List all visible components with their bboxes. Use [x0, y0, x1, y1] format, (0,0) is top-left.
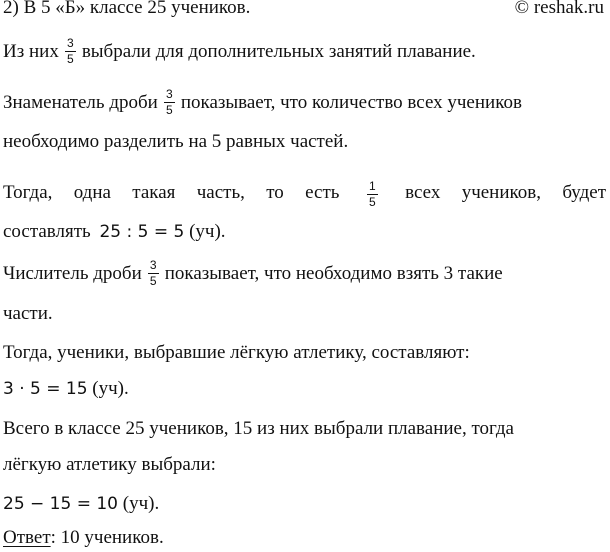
line-5: составлять 25 : 5 = 5 (уч). — [3, 221, 226, 242]
line-8: Тогда, ученики, выбравшие лёгкую атлетику, составляют: — [3, 342, 470, 363]
line-9: 3 · 5 = 15 (уч). — [3, 378, 129, 399]
fraction-3-5: $\frac{3}{5}$ — [148, 259, 159, 288]
line-1: Из них $\frac{3}{5}$ выбрали для дополнительных занятий плавание. — [3, 36, 476, 66]
fraction-3-5: $\frac{3}{5}$ — [65, 37, 76, 66]
line-10: Всего в классе 25 учеников, 15 из них выбрали плавание, тогда — [3, 418, 514, 439]
line-7: части. — [3, 303, 53, 324]
line-6: Числитель дроби $\frac{3}{5}$ показывает, что необходимо взять 3 такие — [3, 258, 503, 288]
line-4: Тогда, одна такая часть, то есть $\frac{1}{5}$ всех учеников, будет — [3, 179, 606, 209]
fraction-1-5: $\frac{1}{5}$ — [367, 180, 378, 209]
line-3: необходимо разделить на 5 равных частей. — [3, 131, 349, 152]
task-statement: 2) В 5 «Б» классе 25 учеников. — [3, 0, 251, 18]
line-12: 25 − 15 = 10 (уч). — [3, 493, 160, 514]
math-expression: 3 · 5 = 15 — [3, 379, 88, 399]
math-expression: 25 − 15 = 10 — [3, 494, 118, 514]
line-11: лёгкую атлетику выбрали: — [3, 454, 216, 475]
answer-text: : 10 учеников. — [50, 527, 164, 548]
fraction-3-5: $\frac{3}{5}$ — [164, 88, 175, 117]
answer-line — [3, 526, 606, 550]
watermark: © reshak.ru — [514, 0, 604, 18]
answer-label: Ответ — [3, 527, 51, 548]
line-2: Знаменатель дроби $\frac{3}{5}$ показывает, что количество всех учеников — [3, 87, 522, 117]
math-expression: 25 : 5 = 5 — [99, 222, 185, 242]
